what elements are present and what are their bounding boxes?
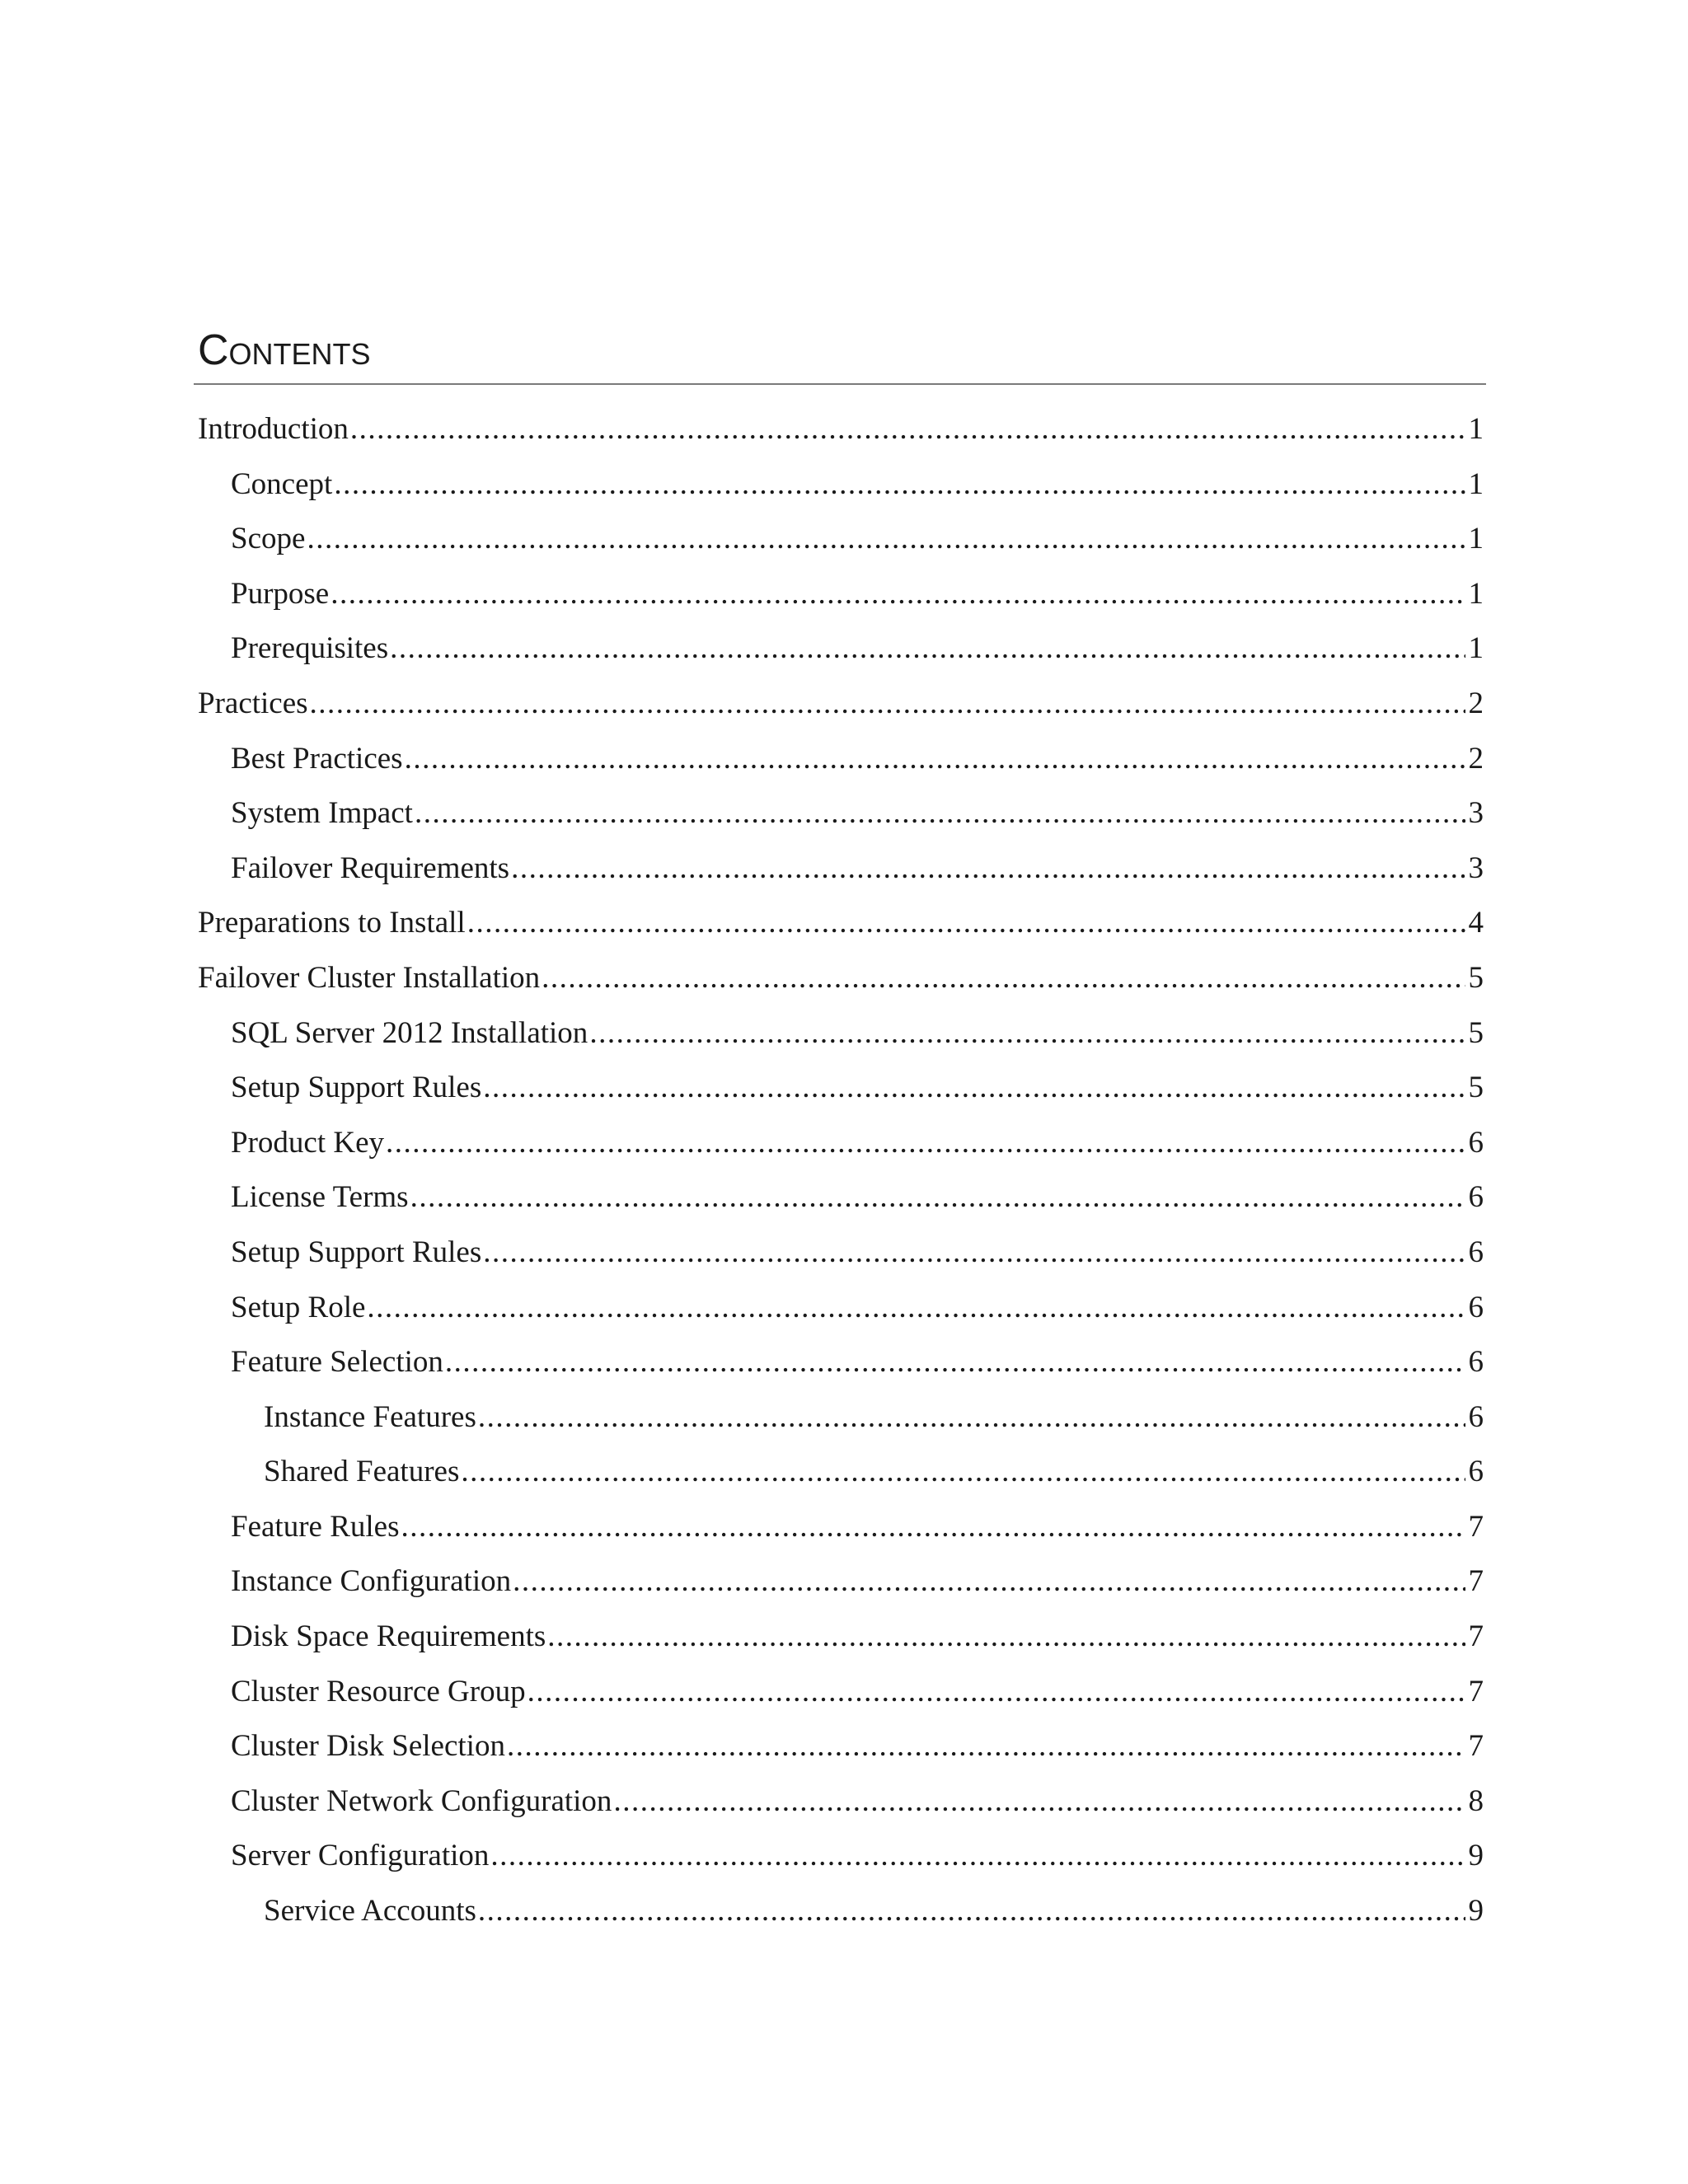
toc-page-number[interactable]: 7 [1468, 1619, 1484, 1654]
toc-page-number[interactable]: 7 [1468, 1564, 1484, 1599]
toc-entry-title[interactable]: Shared Features [264, 1455, 460, 1489]
toc-entry[interactable] [198, 1500, 1484, 1555]
toc-page-number[interactable]: 9 [1468, 1839, 1484, 1873]
dot-leader [390, 621, 1465, 677]
toc-page-number[interactable]: 1 [1468, 466, 1484, 501]
toc-page-number[interactable]: 3 [1468, 851, 1484, 885]
toc-entry-title[interactable]: Disk Space Requirements [231, 1619, 546, 1654]
toc-entry[interactable] [198, 457, 1484, 513]
toc-page-number[interactable]: 9 [1468, 1894, 1484, 1929]
toc-entry-title[interactable]: Product Key [231, 1125, 384, 1160]
toc-page-number[interactable]: 7 [1468, 1509, 1484, 1544]
toc-entry[interactable] [198, 1116, 1484, 1171]
toc-page-number[interactable]: 2 [1468, 686, 1484, 720]
toc-page-number[interactable]: 5 [1468, 960, 1484, 995]
dot-leader [415, 786, 1465, 841]
toc-page-number[interactable]: 5 [1468, 1015, 1484, 1050]
toc-entry-title[interactable]: Cluster Network Configuration [231, 1783, 612, 1818]
toc-entry-title[interactable]: Setup Support Rules [231, 1235, 482, 1269]
toc-entry-title[interactable]: Feature Rules [231, 1509, 400, 1544]
toc-entry-title[interactable]: Cluster Disk Selection [231, 1729, 505, 1764]
dot-leader [613, 1774, 1465, 1830]
toc-entry-title[interactable]: Failover Requirements [231, 851, 510, 885]
dot-leader [410, 1170, 1465, 1226]
toc-entry[interactable] [198, 1554, 1484, 1610]
toc-page-number[interactable]: 2 [1468, 741, 1484, 776]
toc-entry[interactable] [198, 1829, 1484, 1884]
toc-entry[interactable] [198, 786, 1484, 841]
dot-leader [307, 512, 1465, 567]
toc-entry[interactable] [198, 1061, 1484, 1116]
dot-leader [483, 1061, 1465, 1116]
dot-leader [350, 402, 1465, 457]
toc-entry-title[interactable]: Instance Features [264, 1399, 476, 1434]
table-of-contents [198, 402, 1484, 1939]
toc-entry-title[interactable]: System Impact [231, 796, 413, 831]
dot-leader [331, 567, 1465, 622]
toc-entry[interactable] [198, 1665, 1484, 1720]
toc-entry-title[interactable]: Purpose [231, 576, 330, 611]
heading-divider [194, 383, 1486, 385]
toc-entry[interactable] [198, 621, 1484, 677]
dot-leader [547, 1610, 1465, 1665]
toc-entry-title[interactable]: Setup Support Rules [231, 1071, 482, 1105]
toc-entry[interactable] [198, 1006, 1484, 1062]
toc-page-number[interactable]: 1 [1468, 576, 1484, 611]
toc-entry[interactable] [198, 567, 1484, 622]
contents-heading: Contents [198, 326, 371, 374]
toc-page-number[interactable]: 7 [1468, 1674, 1484, 1708]
toc-entry[interactable] [198, 1719, 1484, 1774]
dot-leader [511, 841, 1465, 897]
toc-entry-title[interactable]: Introduction [198, 412, 349, 446]
toc-entry-title[interactable]: Preparations to Install [198, 906, 466, 940]
toc-entry-title[interactable]: Best Practices [231, 741, 403, 776]
toc-entry-title[interactable]: SQL Server 2012 Installation [231, 1015, 588, 1050]
toc-entry-title[interactable]: Instance Configuration [231, 1564, 512, 1599]
toc-page-number[interactable]: 1 [1468, 631, 1484, 666]
toc-entry-title[interactable]: Prerequisites [231, 631, 389, 666]
toc-entry[interactable] [198, 1610, 1484, 1665]
toc-page-number[interactable]: 6 [1468, 1125, 1484, 1160]
dot-leader [445, 1335, 1465, 1390]
dot-leader [367, 1281, 1465, 1336]
toc-entry[interactable] [198, 677, 1484, 732]
dot-leader [478, 1390, 1465, 1446]
toc-page-number[interactable]: 6 [1468, 1235, 1484, 1269]
toc-entry-title[interactable]: License Terms [231, 1180, 409, 1215]
toc-page-number[interactable]: 6 [1468, 1180, 1484, 1215]
toc-page-number[interactable]: 1 [1468, 522, 1484, 556]
toc-page-number[interactable]: 3 [1468, 796, 1484, 831]
dot-leader [334, 457, 1465, 513]
toc-page-number[interactable]: 4 [1468, 906, 1484, 940]
toc-page-number[interactable]: 6 [1468, 1290, 1484, 1324]
toc-page-number[interactable]: 1 [1468, 412, 1484, 446]
toc-entry[interactable] [198, 951, 1484, 1006]
toc-page-number[interactable]: 6 [1468, 1345, 1484, 1380]
toc-entry-title[interactable]: Scope [231, 522, 306, 556]
dot-leader [490, 1829, 1465, 1884]
toc-entry[interactable] [198, 512, 1484, 567]
dot-leader [386, 1116, 1465, 1171]
toc-entry-title[interactable]: Practices [198, 686, 308, 720]
toc-entry-title[interactable]: Feature Selection [231, 1345, 443, 1380]
toc-entry[interactable] [198, 1774, 1484, 1830]
dot-leader [483, 1226, 1465, 1281]
toc-page-number[interactable]: 8 [1468, 1783, 1484, 1818]
dot-leader [478, 1884, 1465, 1939]
toc-entry[interactable] [198, 1281, 1484, 1336]
toc-page-number[interactable]: 6 [1468, 1455, 1484, 1489]
toc-entry-title[interactable]: Concept [231, 466, 333, 501]
toc-entry[interactable] [198, 896, 1484, 951]
dot-leader [528, 1665, 1465, 1720]
toc-entry-title[interactable]: Failover Cluster Installation [198, 960, 541, 995]
toc-entry-title[interactable]: Server Configuration [231, 1839, 490, 1873]
toc-entry-title[interactable]: Service Accounts [264, 1894, 476, 1929]
dot-leader [401, 1500, 1465, 1555]
dot-leader [310, 677, 1465, 732]
toc-entry[interactable] [198, 1884, 1484, 1939]
dot-leader [461, 1445, 1465, 1500]
toc-entry[interactable] [198, 1445, 1484, 1500]
toc-entry-title[interactable]: Cluster Resource Group [231, 1674, 526, 1708]
dot-leader [507, 1719, 1465, 1774]
dot-leader [405, 732, 1465, 787]
toc-page-number[interactable]: 5 [1468, 1071, 1484, 1105]
toc-page-number[interactable]: 6 [1468, 1399, 1484, 1434]
toc-entry[interactable] [198, 1390, 1484, 1446]
toc-page-number[interactable]: 7 [1468, 1729, 1484, 1764]
dot-leader [542, 951, 1465, 1006]
toc-entry-title[interactable]: Setup Role [231, 1290, 366, 1324]
dot-leader [467, 896, 1465, 951]
toc-entry[interactable] [198, 841, 1484, 897]
toc-entry[interactable] [198, 1170, 1484, 1226]
dot-leader [513, 1554, 1465, 1610]
toc-entry[interactable] [198, 1335, 1484, 1390]
toc-entry[interactable] [198, 1226, 1484, 1281]
dot-leader [589, 1006, 1465, 1062]
toc-entry[interactable] [198, 402, 1484, 457]
toc-entry[interactable] [198, 732, 1484, 787]
